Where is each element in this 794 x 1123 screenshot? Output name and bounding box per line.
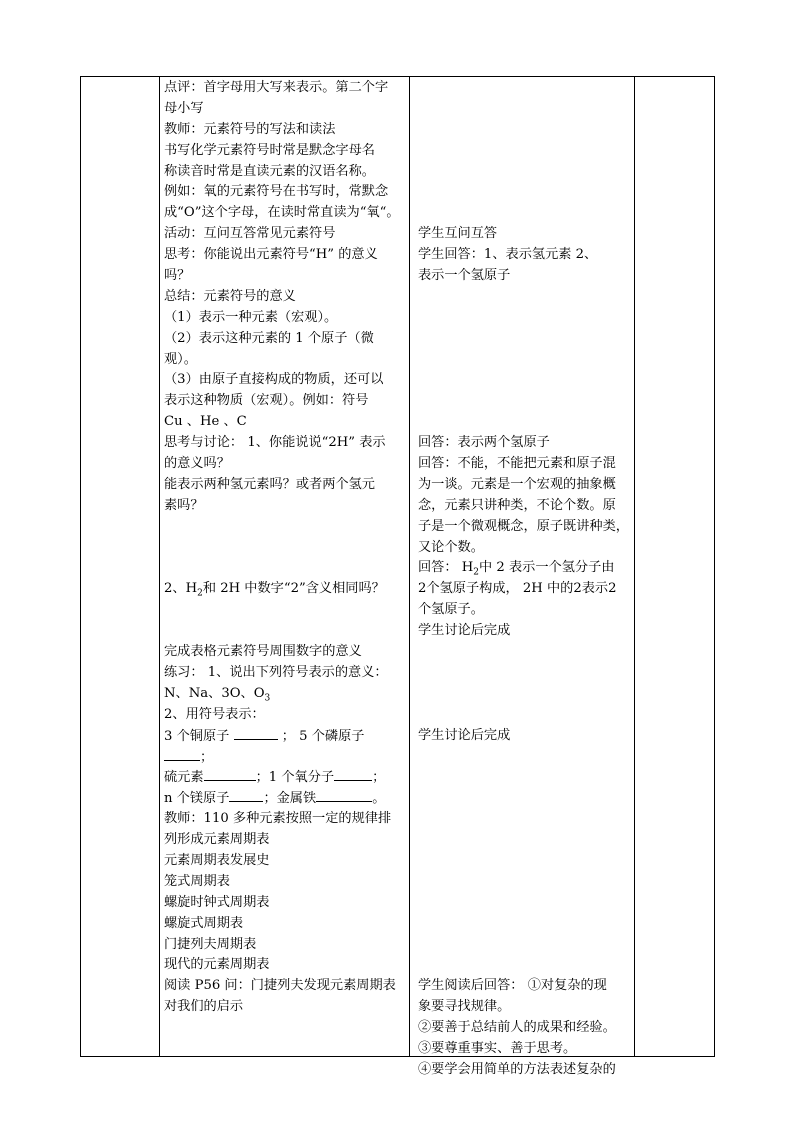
text-line: 列形成元素周期表	[164, 832, 270, 848]
text-line: 素吗？	[164, 497, 204, 513]
text-line: 象要寻找规律。	[418, 999, 511, 1015]
text-line: （1）表示一种元素（宏观）。	[164, 309, 338, 325]
text-line: 例如：氧的元素符号在书写时，常默念	[164, 184, 389, 200]
text-line: 学生阅读后回答： ①对复杂的现	[418, 978, 607, 994]
text-line: 思考与讨论： 1、你能说说“2H” 表示	[164, 435, 386, 451]
text-line: 个氢原子。	[418, 602, 484, 618]
text-line: 对我们的启示	[164, 999, 244, 1015]
student-activity-cell	[418, 78, 628, 1081]
text-line: 的意义吗？	[164, 456, 230, 472]
column-divider	[409, 77, 410, 1056]
text-line: 能表示两种氢元素吗？或者两个氢元	[164, 476, 375, 492]
text-line: 称读音时常是直读元素的汉语名称。	[164, 163, 375, 179]
answer-blank[interactable]	[164, 747, 200, 761]
text-line: 门捷列夫周期表	[164, 936, 257, 952]
text-line: 完成表格元素符号周围数字的意义	[164, 644, 362, 660]
text-line: （2）表示这种元素的 1 个原子（微	[164, 330, 374, 346]
text-line: 现代的元素周期表	[164, 957, 270, 973]
text-line: 念，元素只讲种类，不论个数。原	[418, 497, 616, 513]
text-line: 回答：不能，不能把元素和原子混	[418, 456, 616, 472]
text-line: 思考：你能说出元素符号“H” 的意义	[164, 247, 378, 263]
text-line: ②要善于总结前人的成果和经验。	[418, 1020, 616, 1036]
lesson-table	[80, 76, 715, 1077]
text-line: 吗？	[164, 268, 191, 284]
text-line: 回答： $H_2$中 2 表示一个氢分子由	[418, 560, 615, 579]
text-line: Cu 、He 、C	[164, 414, 247, 430]
text-line: 元素周期表发展史	[164, 852, 270, 868]
exercise-line: 3 个铜原子 ； 5 个磷原子	[164, 726, 404, 747]
answer-blank[interactable]	[204, 767, 256, 781]
text-line: ④要学会用简单的方法表述复杂的	[418, 1061, 616, 1077]
text-line: 学生讨论后完成	[418, 727, 511, 743]
text-line: ③要尊重事实、善于思考。	[418, 1040, 577, 1056]
text-line: 2、$H_2$和 2H 中数字“2”含义相同吗？	[164, 581, 385, 600]
text-line: 螺旋式周期表	[164, 915, 244, 931]
teacher-activity-cell	[164, 78, 404, 1018]
text-line: （3）由原子直接构成的物质，还可以	[164, 372, 384, 388]
text-line: 练习： 1、说出下列符号表示的意义：	[164, 664, 388, 680]
text-line: 螺旋时钟式周期表	[164, 894, 270, 910]
text-line: 总结：元素符号的意义	[164, 288, 296, 304]
text-line: 笼式周期表	[164, 873, 230, 889]
text-line: 回答：表示两个氢原子	[418, 435, 550, 451]
text-line: 书写化学元素符号时常是默念字母名	[164, 142, 375, 158]
text-line: 子是一个微观概念，原子既讲种类，	[418, 518, 629, 534]
text-line: N、Na、3O、$O_3$	[164, 685, 271, 704]
text-line: 成“O”这个字母，在读时常直读为“氧“。	[164, 205, 400, 221]
text-line: 学生讨论后完成	[418, 623, 511, 639]
text-line: 表示一个氢原子	[418, 268, 511, 284]
text-line: 观）。	[164, 351, 197, 367]
exercise-line: ；	[164, 747, 404, 768]
text-line: 母小写	[164, 100, 204, 116]
text-line: 表示这种物质（宏观）。例如：符号	[164, 393, 369, 409]
exercise-line: n 个镁原子 ；金属铁 。	[164, 788, 404, 809]
text-line: 阅读 P56 问：门捷列夫发现元素周期表	[164, 978, 396, 994]
text-line: 点评：首字母用大写来表示。第二个字	[164, 80, 389, 95]
column-divider	[159, 77, 160, 1056]
answer-blank[interactable]	[316, 788, 372, 802]
answer-blank[interactable]	[334, 767, 372, 781]
text-line: 又论个数。	[418, 539, 484, 555]
text-line: 学生回答：1、表示氢元素 2、	[418, 247, 598, 263]
answer-blank[interactable]	[229, 788, 263, 802]
text-line: 教师：元素符号的写法和读法	[164, 121, 336, 137]
exercise-line: 硫元素 ；1 个氧分子 ；	[164, 767, 404, 788]
column-divider	[634, 77, 635, 1056]
text-line: 活动：互问互答常见元素符号	[164, 226, 336, 242]
text-line: 2个氢原子构成， 2H 中的2表示2	[418, 581, 617, 597]
answer-blank[interactable]	[234, 726, 278, 740]
text-line: 学生互问互答	[418, 226, 498, 242]
text-line: 为一谈。元素是一个宏观的抽象概	[418, 476, 616, 492]
text-line: 教师：110 多种元素按照一定的规律排	[164, 811, 392, 827]
text-line: 2、用符号表示：	[164, 706, 265, 722]
